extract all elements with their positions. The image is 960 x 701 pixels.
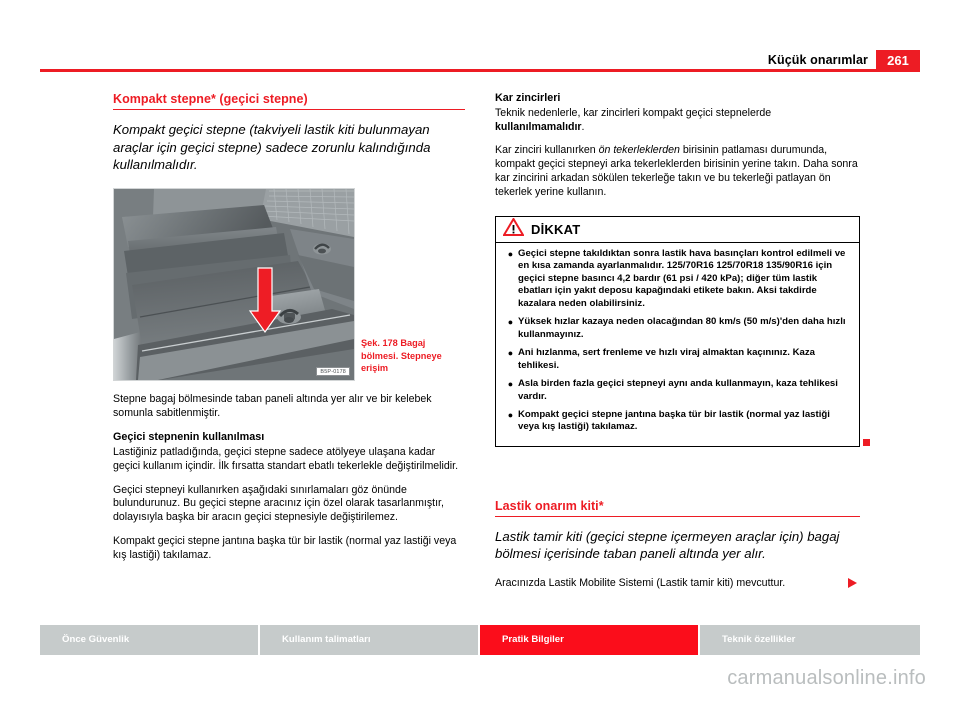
repair-kit-lead-text: Lastik tamir kiti (geçici stepne içermeyen araçlar için) bagaj bölmesi içerisinde taban paneli altında yer alır. xyxy=(495,528,840,562)
footer-tab-bar xyxy=(40,625,920,655)
section-title-repair-kit: Lastik onarım kiti* xyxy=(495,499,860,517)
text-run: . xyxy=(581,120,585,133)
repair-kit-final-row xyxy=(495,577,860,591)
paragraph-snow-chains-ban xyxy=(495,107,860,135)
warning-box xyxy=(495,216,860,447)
page-header xyxy=(40,44,920,72)
warning-item-text: Yüksek hızlar kazaya neden olacağından 80 km/s (50 m/s)'den daha hızlı kullanmayınız. xyxy=(518,316,846,340)
warning-item xyxy=(503,316,852,341)
page-number-badge: 261 xyxy=(876,50,920,72)
warning-item xyxy=(503,347,852,372)
warning-item-text: Asla birden fazla geçici stepneyi aynı anda kullanmayın, kaza tehlikesi vardır. xyxy=(518,378,838,402)
bullet-glyph: ● xyxy=(507,379,514,390)
warning-header xyxy=(496,217,859,243)
butterfly-nut xyxy=(277,310,301,324)
site-watermark: carmanualsonline.info xyxy=(727,667,926,689)
tyre-repair-kit-section xyxy=(495,499,860,591)
right-column xyxy=(495,92,860,591)
footer-tab-technical-specifications[interactable]: Teknik özellikler xyxy=(700,625,920,655)
paragraph-no-other-tyre: Kompakt geçici stepne jantına başka tür bir lastik (normal yaz lastiği veya kış lastiği) takılamaz. xyxy=(113,535,457,562)
bullet-glyph: ● xyxy=(507,317,514,328)
warning-body xyxy=(496,243,859,446)
footer-tab-practical-information[interactable]: Pratik Bilgiler xyxy=(480,625,700,655)
paragraph-temporary-use: Lastiğiniz patladığında, geçici stepne sadece atölyeye ulaşana kadar geçici kullanım içindir. İlk fırsatta standart ebatlı tekerlekle değiştirilmelidir. xyxy=(113,445,459,472)
paragraph-mobility-system: Aracınızda Lastik Mobilite Sistemi (Lastik tamir kiti) mevcuttur. xyxy=(495,577,786,589)
text-run-bold: kullanılmamalıdır xyxy=(495,120,582,133)
subheading-snow-chains: Kar zincirleri xyxy=(495,92,561,104)
paragraph-spare-location: Stepne bagaj bölmesinde taban paneli altında yer alır ve bir kelebek somunla sabitlenmiştir. xyxy=(113,392,432,419)
warning-item xyxy=(503,378,852,403)
text-run-italic: ön tekerleklerden xyxy=(598,143,680,156)
footer-tab-safety-first[interactable]: Önce Güvenlik xyxy=(40,625,260,655)
warning-triangle-icon xyxy=(503,218,524,241)
subheading-spare-usage: Geçici stepnenin kullanılması xyxy=(113,430,265,443)
section-end-marker xyxy=(863,439,870,446)
bullet-glyph: ● xyxy=(507,248,514,259)
warning-item-text: Kompakt geçici stepne jantına başka tür bir lastik (normal yaz lastiği veya kış lastiği) takılamaz. xyxy=(518,408,830,433)
warning-item-text: Geçici stepne takıldıktan sonra lastik hava basınçları kontrol edilmeli ve en kısa zamanda ayarlanmalıdır. 125/70R16 125/70R18 135/90R16 için geçici stepne basıncı 4,2 bardır (61 psi / 420 kPa); diğer tüm lastik ebatları için yakıt deposu kapağındaki etikete bakın. Aksi takdirde kazalara neden olabilirsiniz. xyxy=(518,247,846,309)
footer-tab-operating-instructions[interactable]: Kullanım talimatları xyxy=(260,625,480,655)
paragraph-snow-chain-procedure xyxy=(495,144,860,200)
figure-block xyxy=(113,188,465,381)
tie-down-hook-upper xyxy=(313,243,331,254)
header-divider xyxy=(40,69,920,72)
text-run: Teknik nedenlerle, kar zincirleri kompakt geçici stepnelerde xyxy=(495,107,772,119)
bullet-glyph: ● xyxy=(507,409,514,420)
continue-triangle-icon xyxy=(848,578,860,588)
page-title: Küçük onarımlar xyxy=(767,53,868,67)
luggage-compartment-photo xyxy=(113,188,355,381)
warning-title: DİKKAT xyxy=(531,221,581,237)
figure-code: B5P-0178 xyxy=(316,367,350,376)
left-column xyxy=(113,92,465,563)
bullet-glyph: ● xyxy=(507,348,514,359)
warning-item-text: Ani hızlanma, sert frenleme ve hızlı viraj almaktan kaçınınız. Kaza tehlikesi. xyxy=(518,347,815,371)
section-lead-text: Kompakt geçici stepne (takviyeli lastik kiti bulunmayan araçlar için geçici stepne) sadece zorunlu kalındığında kullanılmalıdır. xyxy=(113,122,431,173)
warning-item xyxy=(503,409,852,434)
text-run: birisinin patlaması durumunda, kompakt geçici stepneyi arka tekerleklerden birisinin yerine takın. Daha sonra kar zincirini arkadan sökülen tekerleğe takın ve bu tekerleği patlayan ön tekerlek yerine kullanın. xyxy=(495,143,858,198)
paragraph-restrictions: Geçici stepneyi kullanırken aşağıdaki sınırlamaları göz önünde bulundurunuz. Bu geçici stepne aracınız için özel olarak tasarlanmıştır, dolayısıyla başka bir aracın geçici stepnesiyle değiştirilemez. xyxy=(113,483,444,524)
section-title-compact-spare: Kompakt stepne* (geçici stepne) xyxy=(113,92,465,110)
text-run: Kar zinciri kullanırken xyxy=(495,143,599,156)
content-columns xyxy=(0,92,960,592)
warning-item xyxy=(503,248,852,310)
trunk-illustration xyxy=(114,189,354,380)
figure-caption: Şek. 178 Bagaj bölmesi. Stepneye erişim xyxy=(361,338,442,374)
